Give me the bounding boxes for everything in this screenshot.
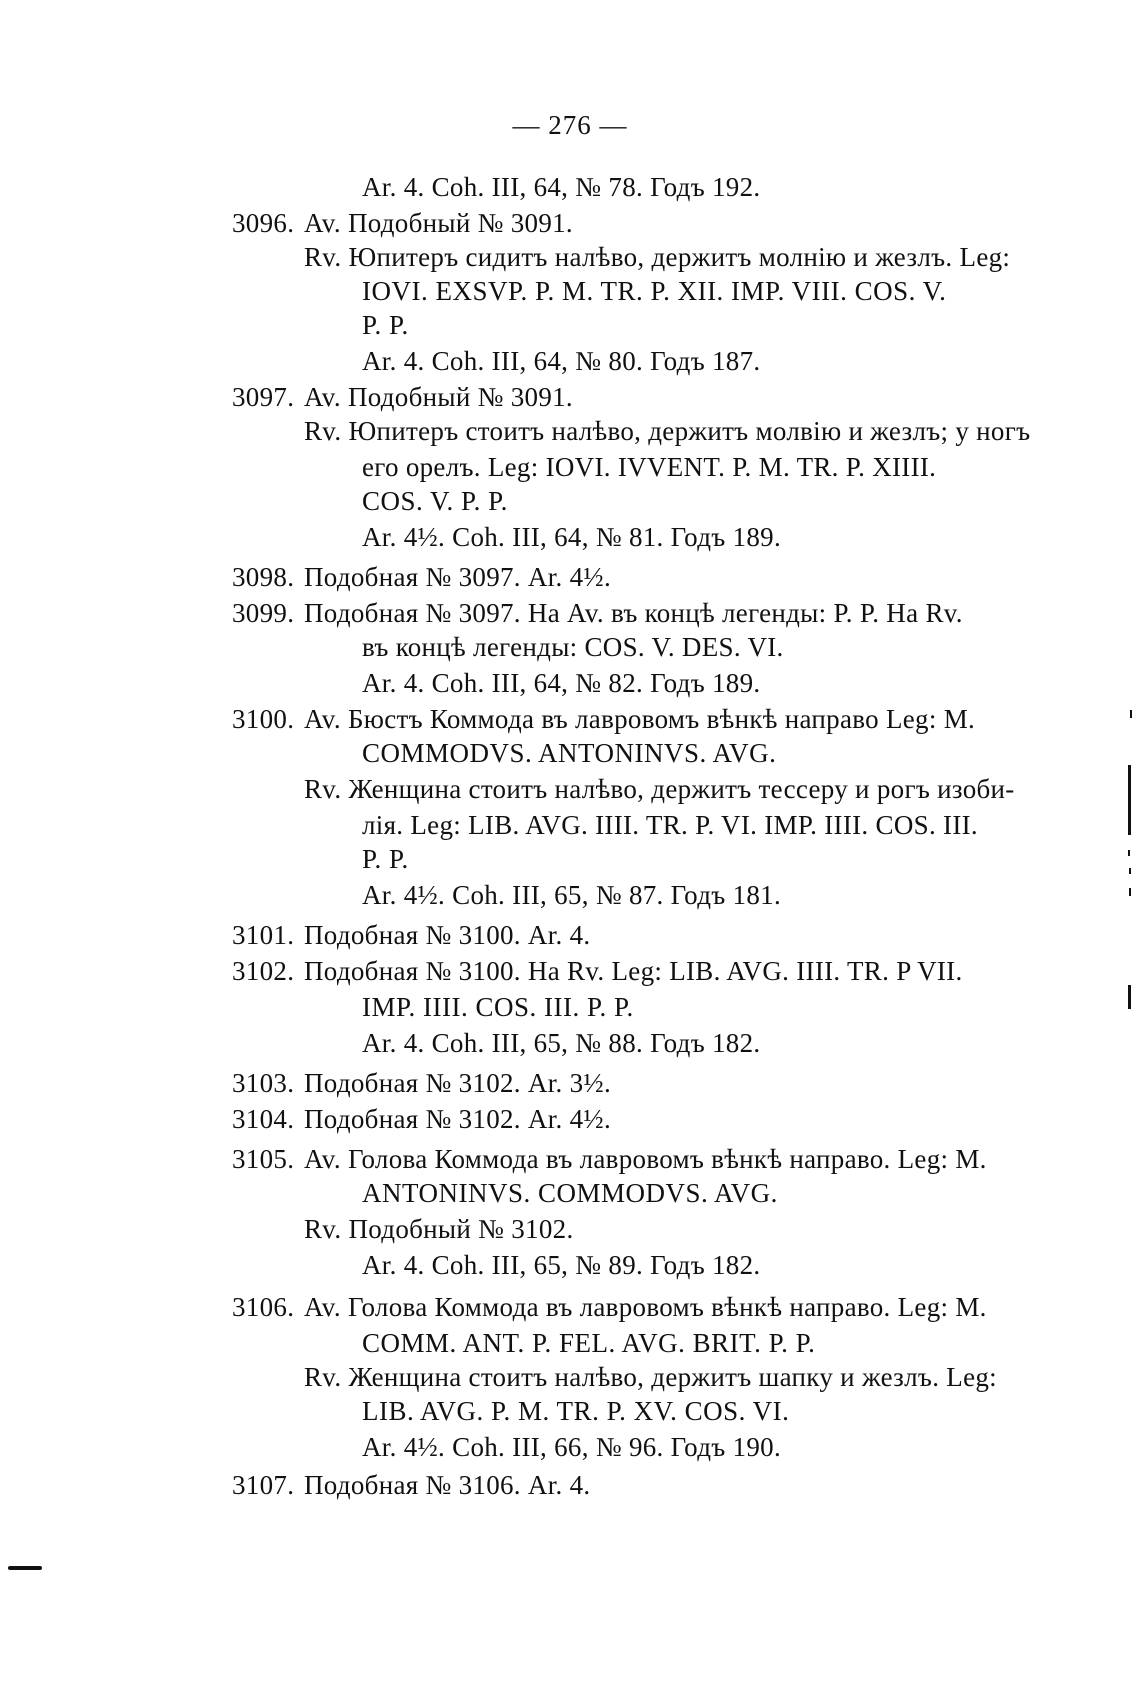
entry-text: Подобная № 3106. Ar. 4.: [304, 1470, 591, 1500]
scan-mark: [1130, 710, 1132, 718]
obverse-line: Av. Голова Коммода въ лавровомъ вѣнкѣ направо. Leg: M.: [304, 1144, 987, 1174]
entry-number: 3105.: [232, 1144, 295, 1174]
entry-number: 3103.: [232, 1068, 295, 1098]
entry-text: Подобная № 3097. Ar. 4½.: [304, 562, 612, 592]
entry-text: Подобная № 3102. Ar. 3½.: [304, 1068, 612, 1098]
entry-text: Подобная № 3100. Ar. 4.: [304, 920, 591, 950]
entry-number: 3107.: [232, 1470, 295, 1500]
reverse-line: Rv. Женщина стоитъ налѣво, держитъ тессеру и рогъ изоби-: [304, 774, 1015, 804]
ref-line: Ar. 4. Coh. III, 64, № 82. Годъ 189.: [362, 668, 761, 698]
obverse-line: Av. Подобный № 3091.: [304, 382, 573, 412]
scan-mark: [1128, 985, 1131, 1009]
obverse-line: Av. Бюстъ Коммода въ лавровомъ вѣнкѣ направо Leg: M.: [304, 704, 976, 734]
entry-number: 3100.: [232, 704, 295, 734]
legend-line: IOVI. EXSVP. P. M. TR. P. XII. IMP. VIII. COS. V.: [362, 276, 947, 306]
ref-line: Ar. 4. Coh. III, 64, № 78. Годъ 192.: [362, 172, 761, 202]
page-number: — 276 —: [512, 110, 628, 140]
obverse-line: Av. Голова Коммода въ лавровомъ вѣнкѣ направо. Leg: M.: [304, 1292, 987, 1322]
scan-mark: [1129, 868, 1131, 874]
legend-line: лія. Leg: LIB. AVG. IIII. TR. P. VI. IMP. IIII. COS. III.: [362, 810, 978, 840]
scan-mark: [1129, 888, 1131, 896]
legend-line: P. P.: [362, 310, 409, 340]
ref-line: Ar. 4½. Coh. III, 66, № 96. Годъ 190.: [362, 1432, 781, 1462]
entry-number: 3098.: [232, 562, 295, 592]
entry-text: въ концѣ легенды: COS. V. DES. VI.: [362, 632, 784, 662]
reverse-line: Rv. Юпитеръ сидитъ налѣво, держитъ молнію и жезлъ. Leg:: [304, 242, 1011, 272]
entry-number: 3104.: [232, 1104, 295, 1134]
entry-text: Подобная № 3102. Ar. 4½.: [304, 1104, 612, 1134]
ref-line: Ar. 4½. Coh. III, 65, № 87. Годъ 181.: [362, 880, 781, 910]
ref-line: Ar. 4. Coh. III, 64, № 80. Годъ 187.: [362, 346, 761, 376]
scan-mark: [1128, 850, 1130, 856]
obverse-line: Av. Подобный № 3091.: [304, 208, 573, 238]
entry-text: Подобная № 3097. На Av. въ концѣ легенды: P. P. На Rv.: [304, 598, 963, 628]
reverse-line: Rv. Женщина стоитъ налѣво, держитъ шапку и жезлъ. Leg:: [304, 1362, 997, 1392]
legend-line: COMMODVS. ANTONINVS. AVG.: [362, 738, 777, 768]
legend-line: COS. V. P. P.: [362, 486, 508, 516]
legend-line: ANTONINVS. COMMODVS. AVG.: [362, 1178, 778, 1208]
scan-mark: [8, 1566, 42, 1570]
reverse-line: Rv. Юпитеръ стоитъ налѣво, держитъ молвію и жезлъ; у ногъ: [304, 416, 1031, 446]
ref-line: Ar. 4. Coh. III, 65, № 88. Годъ 182.: [362, 1028, 761, 1058]
legend-line: его орелъ. Leg: IOVI. IVVENT. P. M. TR. P. XIIII.: [362, 452, 937, 482]
reverse-line: Rv. Подобный № 3102.: [304, 1214, 574, 1244]
entry-number: 3097.: [232, 382, 295, 412]
scan-mark: [1128, 765, 1131, 835]
legend-line: LIB. AVG. P. M. TR. P. XV. COS. VI.: [362, 1396, 790, 1426]
entry-number: 3096.: [232, 208, 295, 238]
entry-number: 3106.: [232, 1292, 295, 1322]
ref-line: Ar. 4. Coh. III, 65, № 89. Годъ 182.: [362, 1250, 761, 1280]
entry-number: 3102.: [232, 956, 295, 986]
ref-line: Ar. 4½. Coh. III, 64, № 81. Годъ 189.: [362, 522, 781, 552]
entry-number: 3099.: [232, 598, 295, 628]
legend-line: COMM. ANT. P. FEL. AVG. BRIT. P. P.: [362, 1328, 816, 1358]
entry-text: Подобная № 3100. На Rv. Leg: LIB. AVG. IIII. TR. P VII.: [304, 956, 963, 986]
entry-number: 3101.: [232, 920, 295, 950]
legend-line: P. P.: [362, 844, 409, 874]
legend-line: IMP. IIII. COS. III. P. P.: [362, 992, 634, 1022]
